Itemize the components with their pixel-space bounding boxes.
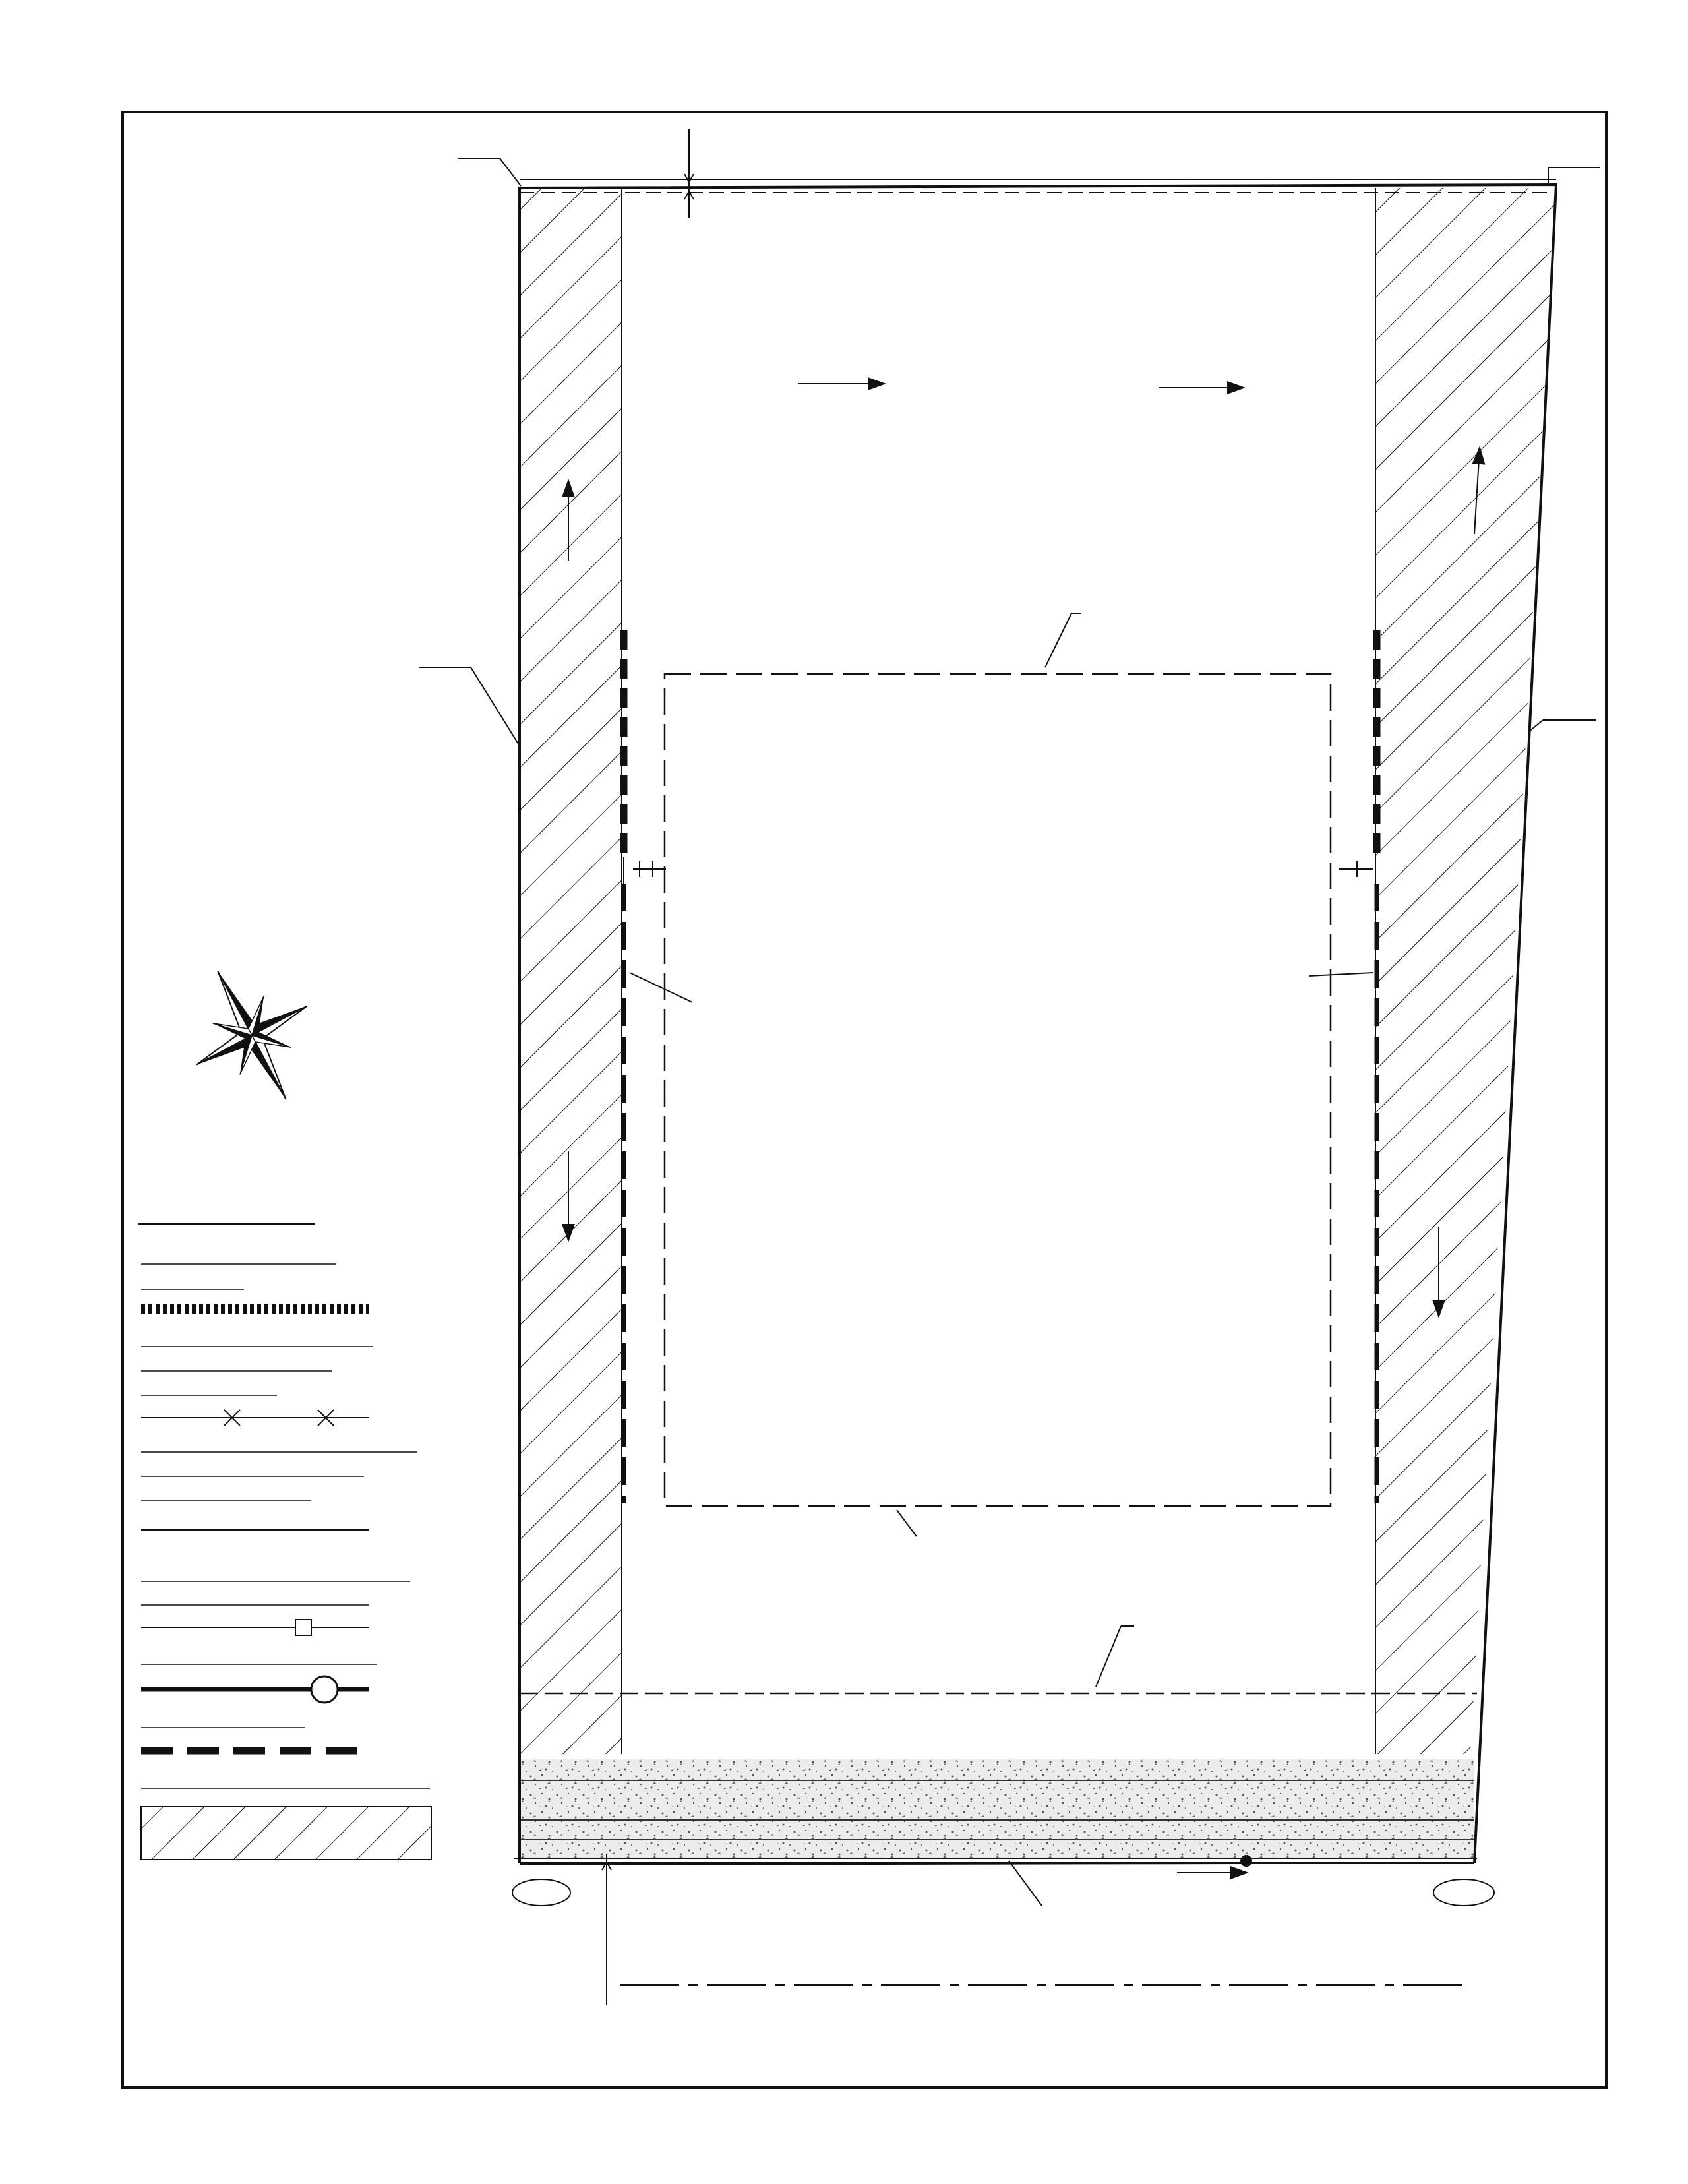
roll-curb-callout: [1009, 1861, 1042, 1906]
legend-symbol-hatch: [141, 1807, 431, 1860]
legend: [138, 1224, 431, 1860]
legend-symbol-x-fence: [141, 1410, 369, 1426]
elevated-pad-line: [665, 674, 1331, 1506]
sidewalk: [520, 1759, 1474, 1858]
legend-symbol-theme-wall: [141, 1676, 369, 1703]
retaining-wall-callout-east: [1309, 973, 1373, 976]
restricted-drainage-area-east: [1375, 188, 1556, 1754]
lot-plan: [514, 179, 1556, 1873]
retaining-wall-callout-west: [630, 973, 692, 1002]
legend-symbol-square-fence: [141, 1620, 369, 1635]
elevation-sw-bubble: [512, 1879, 570, 1906]
north-arrow-compass: [162, 942, 341, 1128]
curve-point: [1240, 1855, 1252, 1867]
drainage-easement-callout: [1096, 1626, 1134, 1687]
elevation-se-bubble: [1433, 1879, 1494, 1906]
restricted-drainage-area-west: [520, 188, 622, 1754]
elevated-pad-callout-top: [1045, 613, 1081, 667]
elevated-pad-callout-bottom: [897, 1510, 917, 1536]
